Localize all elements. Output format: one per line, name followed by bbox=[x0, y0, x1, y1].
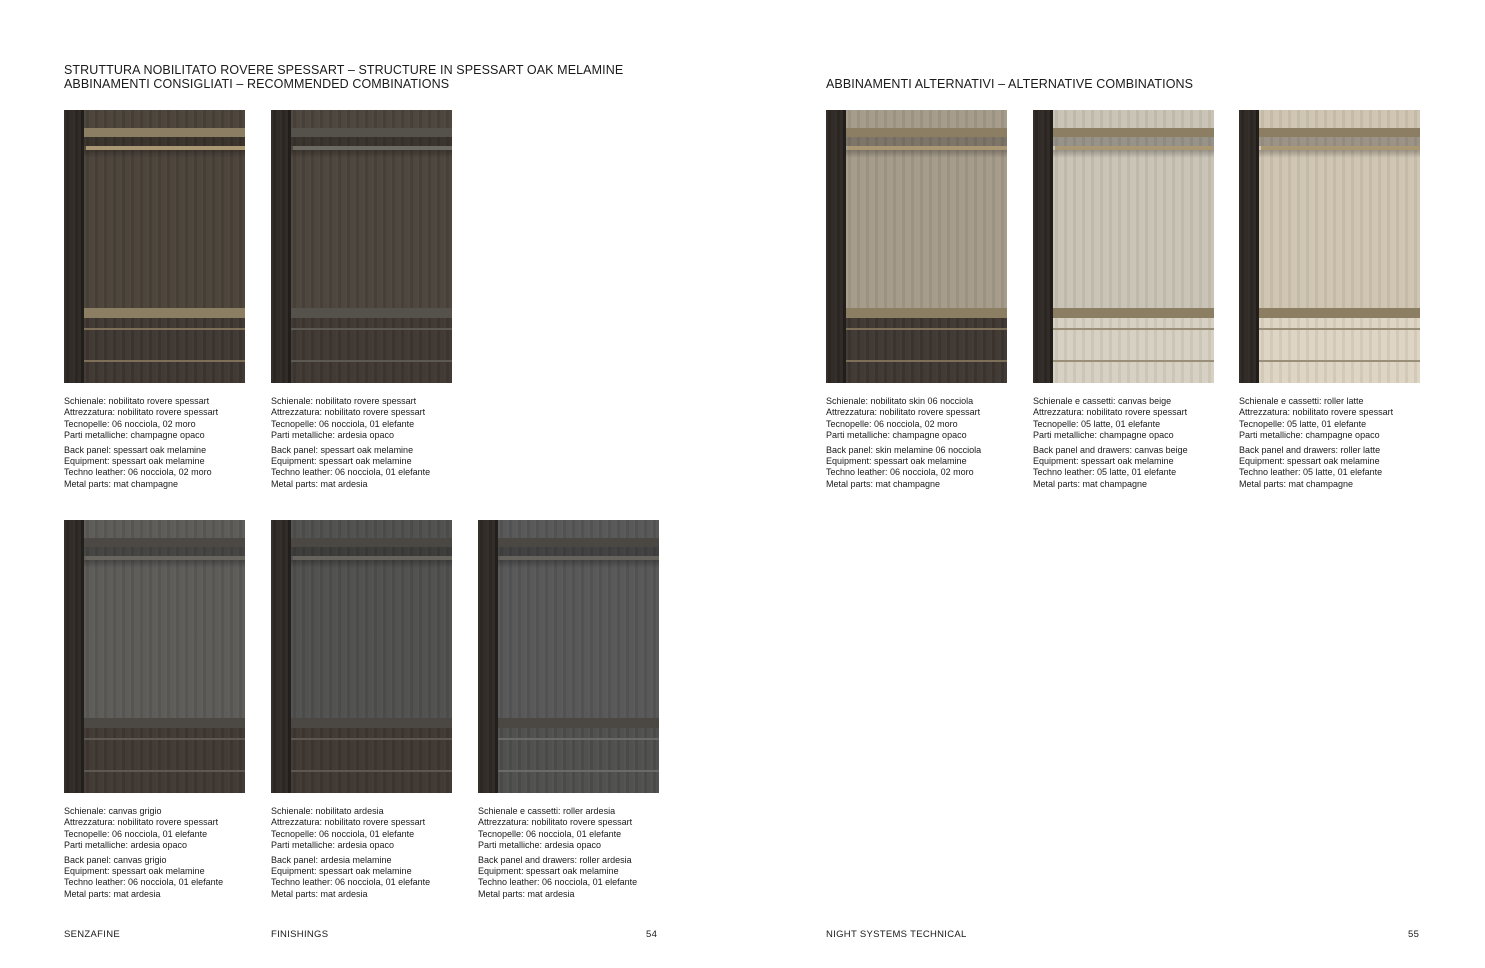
bottom-shelf bbox=[291, 308, 452, 318]
rail-shadow bbox=[1053, 150, 1214, 158]
wardrobe-swatch-image bbox=[64, 110, 245, 383]
wardrobe-swatch-image bbox=[271, 520, 452, 793]
drawer-gap bbox=[846, 328, 1007, 330]
finish-caption bbox=[1033, 396, 1223, 490]
caption-english bbox=[1239, 445, 1429, 491]
caption-line: Equipment: spessart oak melamine bbox=[271, 866, 412, 877]
finish-caption bbox=[478, 806, 668, 900]
caption-line: Techno leather: 06 nocciola, 02 moro bbox=[826, 467, 974, 478]
top-shelf bbox=[1259, 128, 1420, 137]
caption-line: Parti metalliche: ardesia opaco bbox=[271, 430, 395, 441]
top-shelf bbox=[1053, 128, 1214, 137]
caption-line: Attrezzatura: nobilitato rovere spessart bbox=[271, 407, 426, 418]
top-shelf bbox=[846, 128, 1007, 137]
rail-shadow bbox=[84, 560, 245, 568]
rail-shadow bbox=[291, 150, 452, 158]
caption-line: Techno leather: 06 nocciola, 01 elefante bbox=[64, 877, 224, 888]
caption-english bbox=[826, 445, 1016, 491]
caption-line: Equipment: spessart oak melamine bbox=[1033, 456, 1174, 467]
rail-shadow bbox=[84, 150, 245, 158]
top-shelf-shadow bbox=[84, 137, 245, 146]
side-panel bbox=[1033, 110, 1053, 383]
top-shelf-shadow bbox=[84, 547, 245, 556]
footer-section-left: FINISHINGS bbox=[271, 929, 329, 940]
drawer-gap bbox=[291, 738, 452, 740]
bottom-shelf bbox=[84, 718, 245, 728]
caption-line: Techno leather: 06 nocciola, 01 elefante bbox=[478, 877, 638, 888]
caption-line: Schienale: canvas grigio bbox=[64, 806, 162, 816]
caption-line: Schienale: nobilitato rovere spessart bbox=[64, 396, 210, 406]
top-shelf-shadow bbox=[846, 137, 1007, 146]
caption-line: Metal parts: mat champagne bbox=[1239, 478, 1354, 489]
side-panel bbox=[64, 110, 84, 383]
drawer-gap bbox=[498, 738, 659, 740]
caption-english bbox=[64, 445, 254, 491]
drawer-gap bbox=[291, 770, 452, 772]
top-shelf-shadow bbox=[1259, 137, 1420, 146]
bottom-shelf bbox=[498, 718, 659, 728]
side-panel bbox=[1239, 110, 1259, 383]
caption-line: Equipment: spessart oak melamine bbox=[64, 456, 205, 467]
caption-italian bbox=[64, 806, 254, 852]
caption-line: Parti metalliche: champagne opaco bbox=[826, 430, 967, 441]
caption-line: Attrezzatura: nobilitato rovere spessart bbox=[1239, 407, 1394, 418]
caption-line: Tecnopelle: 05 latte, 01 elefante bbox=[1033, 418, 1161, 429]
caption-line: Metal parts: mat ardesia bbox=[271, 478, 368, 489]
top-shelf bbox=[84, 538, 245, 547]
bottom-shelf bbox=[846, 308, 1007, 318]
side-panel bbox=[271, 520, 291, 793]
caption-english bbox=[1033, 445, 1223, 491]
finish-caption bbox=[64, 806, 254, 900]
wardrobe-swatch-image bbox=[1239, 110, 1420, 383]
finish-caption bbox=[1239, 396, 1429, 490]
caption-italian bbox=[1033, 396, 1223, 442]
bottom-shelf bbox=[1053, 308, 1214, 318]
caption-line: Tecnopelle: 06 nocciola, 02 moro bbox=[826, 418, 958, 429]
bottom-shelf bbox=[1259, 308, 1420, 318]
caption-line: Back panel: spessart oak melamine bbox=[64, 444, 207, 455]
caption-line: Schienale e cassetti: roller latte bbox=[1239, 396, 1364, 406]
bottom-shelf bbox=[84, 308, 245, 318]
caption-line: Equipment: spessart oak melamine bbox=[64, 866, 205, 877]
finish-caption bbox=[271, 806, 461, 900]
caption-line: Parti metalliche: ardesia opaco bbox=[64, 840, 188, 851]
caption-line: Techno leather: 05 latte, 01 elefante bbox=[1033, 467, 1177, 478]
page-number-left: 54 bbox=[646, 929, 658, 940]
right-page-heading bbox=[826, 77, 1193, 91]
rail-shadow bbox=[1259, 150, 1420, 158]
caption-line: Equipment: spessart oak melamine bbox=[271, 456, 412, 467]
caption-line: Attrezzatura: nobilitato rovere spessart bbox=[64, 817, 219, 828]
drawer-gap bbox=[1053, 360, 1214, 362]
wardrobe-swatch-image bbox=[826, 110, 1007, 383]
caption-line: Schienale: nobilitato ardesia bbox=[271, 806, 384, 816]
caption-line: Techno leather: 06 nocciola, 01 elefante bbox=[271, 467, 431, 478]
caption-english bbox=[271, 445, 461, 491]
caption-line: Parti metalliche: champagne opaco bbox=[64, 430, 205, 441]
drawer-gap bbox=[84, 738, 245, 740]
finish-caption bbox=[64, 396, 254, 490]
drawer-gap bbox=[84, 328, 245, 330]
finish-item bbox=[64, 520, 254, 900]
caption-line: Back panel: skin melamine 06 nocciola bbox=[826, 444, 982, 455]
finish-caption bbox=[271, 396, 461, 490]
caption-italian bbox=[1239, 396, 1429, 442]
caption-line: Equipment: spessart oak melamine bbox=[478, 866, 619, 877]
top-shelf bbox=[291, 538, 452, 547]
drawer-gap bbox=[84, 770, 245, 772]
wardrobe-swatch-image bbox=[478, 520, 659, 793]
drawer-gap bbox=[291, 360, 452, 362]
top-shelf bbox=[291, 128, 452, 137]
alternative-title: ABBINAMENTI ALTERNATIVI – ALTERNATIVE COMBINATIONS bbox=[826, 77, 1194, 91]
recommended-title: ABBINAMENTI CONSIGLIATI – RECOMMENDED COMBINATIONS bbox=[64, 77, 450, 91]
drawer-gap bbox=[291, 328, 452, 330]
caption-line: Metal parts: mat ardesia bbox=[478, 888, 575, 899]
top-shelf-shadow bbox=[291, 137, 452, 146]
page-number-right: 55 bbox=[1408, 929, 1420, 940]
side-panel bbox=[271, 110, 291, 383]
wardrobe-swatch-image bbox=[64, 520, 245, 793]
finish-item bbox=[826, 110, 1016, 490]
caption-line: Schienale e cassetti: roller ardesia bbox=[478, 806, 616, 816]
caption-line: Attrezzatura: nobilitato rovere spessart bbox=[478, 817, 633, 828]
caption-italian bbox=[64, 396, 254, 442]
caption-italian bbox=[826, 396, 1016, 442]
caption-italian bbox=[271, 806, 461, 852]
finish-item bbox=[1239, 110, 1429, 490]
wardrobe-swatch-image bbox=[1033, 110, 1214, 383]
caption-line: Back panel: spessart oak melamine bbox=[271, 444, 414, 455]
caption-line: Attrezzatura: nobilitato rovere spessart bbox=[826, 407, 981, 418]
top-shelf-shadow bbox=[291, 547, 452, 556]
bottom-shelf bbox=[291, 718, 452, 728]
caption-line: Back panel and drawers: roller ardesia bbox=[478, 854, 632, 865]
caption-line: Parti metalliche: ardesia opaco bbox=[271, 840, 395, 851]
caption-line: Schienale e cassetti: canvas beige bbox=[1033, 396, 1172, 406]
caption-line: Parti metalliche: ardesia opaco bbox=[478, 840, 602, 851]
caption-line: Metal parts: mat ardesia bbox=[271, 888, 368, 899]
caption-line: Back panel: ardesia melamine bbox=[271, 854, 392, 865]
footer-section-right: NIGHT SYSTEMS TECHNICAL bbox=[826, 929, 967, 940]
caption-line: Tecnopelle: 05 latte, 01 elefante bbox=[1239, 418, 1367, 429]
caption-line: Back panel: canvas grigio bbox=[64, 854, 167, 865]
caption-line: Equipment: spessart oak melamine bbox=[1239, 456, 1380, 467]
caption-line: Tecnopelle: 06 nocciola, 02 moro bbox=[64, 418, 196, 429]
top-shelf bbox=[498, 538, 659, 547]
caption-italian bbox=[478, 806, 668, 852]
caption-line: Attrezzatura: nobilitato rovere spessart bbox=[64, 407, 219, 418]
rail-shadow bbox=[291, 560, 452, 568]
top-shelf-shadow bbox=[1053, 137, 1214, 146]
caption-line: Techno leather: 06 nocciola, 02 moro bbox=[64, 467, 212, 478]
side-panel bbox=[826, 110, 846, 383]
left-page-heading bbox=[64, 63, 623, 91]
drawer-gap bbox=[1259, 328, 1420, 330]
rail-shadow bbox=[846, 150, 1007, 158]
caption-italian bbox=[271, 396, 461, 442]
top-shelf-shadow bbox=[498, 547, 659, 556]
wardrobe-swatch-image bbox=[271, 110, 452, 383]
caption-line: Metal parts: mat ardesia bbox=[64, 888, 161, 899]
caption-english bbox=[64, 855, 254, 901]
caption-line: Metal parts: mat champagne bbox=[1033, 478, 1148, 489]
caption-line: Techno leather: 05 latte, 01 elefante bbox=[1239, 467, 1383, 478]
rail-shadow bbox=[498, 560, 659, 568]
caption-line: Parti metalliche: champagne opaco bbox=[1239, 430, 1380, 441]
caption-line: Back panel and drawers: canvas beige bbox=[1033, 444, 1188, 455]
finish-caption bbox=[826, 396, 1016, 490]
caption-line: Equipment: spessart oak melamine bbox=[826, 456, 967, 467]
drawer-gap bbox=[84, 360, 245, 362]
caption-line: Attrezzatura: nobilitato rovere spessart bbox=[1033, 407, 1188, 418]
drawer-gap bbox=[1053, 328, 1214, 330]
footer-brand: SENZAFINE bbox=[64, 929, 121, 940]
caption-line: Tecnopelle: 06 nocciola, 01 elefante bbox=[64, 828, 208, 839]
drawer-gap bbox=[846, 360, 1007, 362]
finish-item bbox=[478, 520, 668, 900]
caption-line: Tecnopelle: 06 nocciola, 01 elefante bbox=[271, 418, 415, 429]
finish-item bbox=[271, 110, 461, 490]
structure-title: STRUTTURA NOBILITATO ROVERE SPESSART – STRUCTURE IN SPESSART OAK MELAMINE bbox=[64, 63, 624, 77]
caption-english bbox=[271, 855, 461, 901]
top-shelf bbox=[84, 128, 245, 137]
side-panel bbox=[478, 520, 498, 793]
caption-line: Parti metalliche: champagne opaco bbox=[1033, 430, 1174, 441]
finish-item bbox=[1033, 110, 1223, 490]
caption-line: Metal parts: mat champagne bbox=[826, 478, 941, 489]
finish-item bbox=[271, 520, 461, 900]
caption-line: Back panel and drawers: roller latte bbox=[1239, 444, 1381, 455]
finish-item bbox=[64, 110, 254, 490]
caption-line: Techno leather: 06 nocciola, 01 elefante bbox=[271, 877, 431, 888]
caption-line: Attrezzatura: nobilitato rovere spessart bbox=[271, 817, 426, 828]
caption-english bbox=[478, 855, 668, 901]
caption-line: Metal parts: mat champagne bbox=[64, 478, 179, 489]
caption-line: Tecnopelle: 06 nocciola, 01 elefante bbox=[478, 828, 622, 839]
side-panel bbox=[64, 520, 84, 793]
drawer-gap bbox=[1259, 360, 1420, 362]
caption-line: Tecnopelle: 06 nocciola, 01 elefante bbox=[271, 828, 415, 839]
drawer-gap bbox=[498, 770, 659, 772]
caption-line: Schienale: nobilitato rovere spessart bbox=[271, 396, 417, 406]
caption-line: Schienale: nobilitato skin 06 nocciola bbox=[826, 396, 974, 406]
